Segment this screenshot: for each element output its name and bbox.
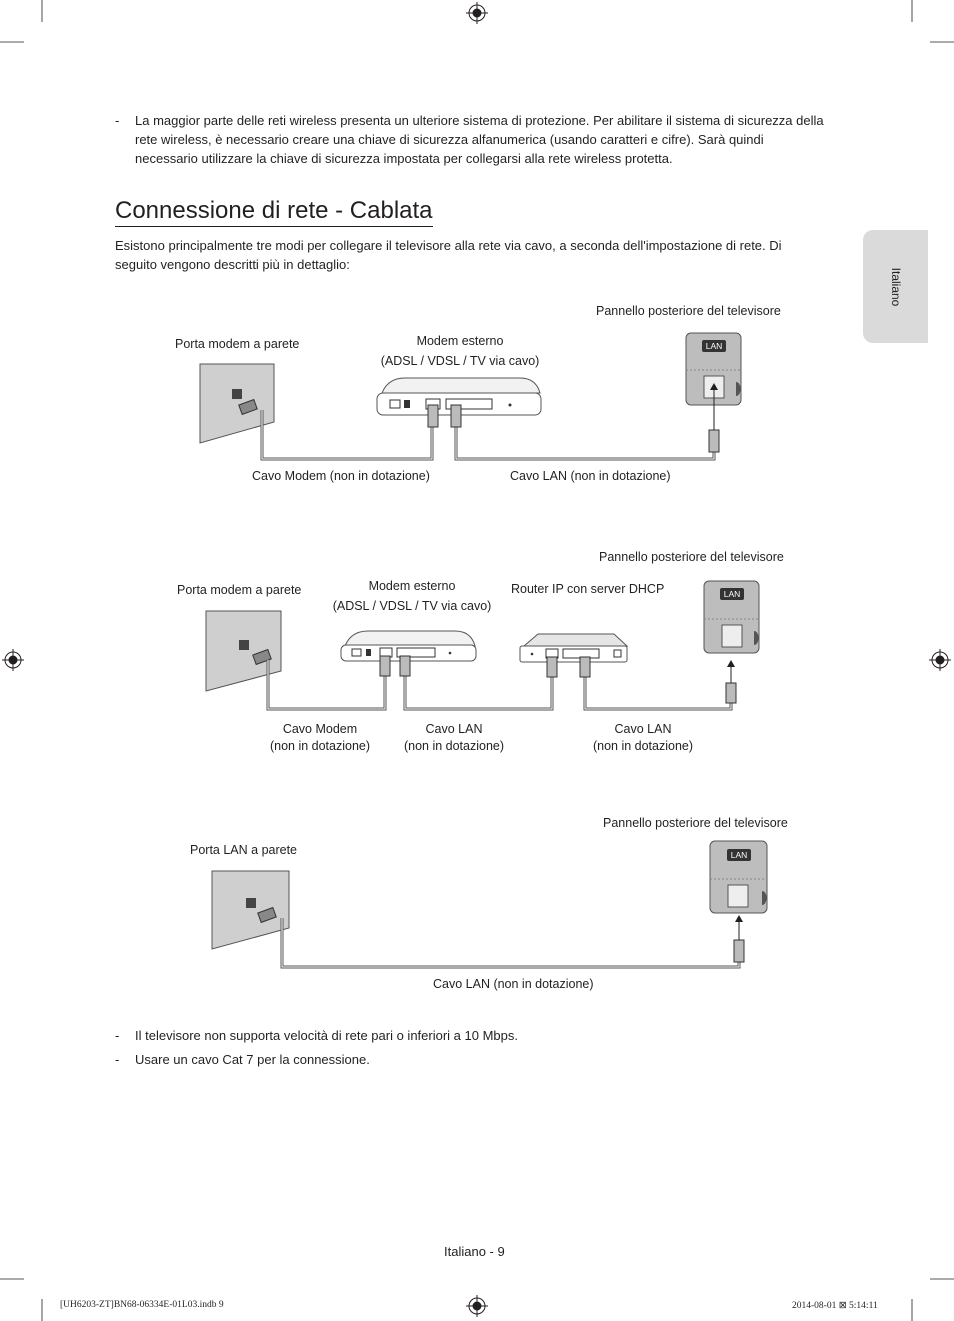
diagram-3 <box>212 841 767 967</box>
modem-cable-label-line2: (non in dotazione) <box>269 739 371 753</box>
modem-label-line1: Modem esterno <box>416 334 504 348</box>
modem-cable-label-line1: Cavo Modem <box>282 722 358 736</box>
modem-label-line1: Modem esterno <box>368 579 456 593</box>
lan-badge: LAN <box>727 849 751 861</box>
note-text: Usare un cavo Cat 7 per la connessione. <box>135 1052 370 1067</box>
bullet-dash: - <box>115 1052 120 1067</box>
wall-port-label: Porta modem a parete <box>177 583 302 597</box>
lan-badge: LAN <box>702 340 726 352</box>
registration-target-icon <box>466 1295 488 1317</box>
language-side-tab <box>863 230 928 343</box>
wall-port-icon <box>212 871 289 949</box>
tv-panel-label: Pannello posteriore del televisore <box>596 304 781 318</box>
tv-panel-label: Pannello posteriore del televisore <box>599 550 784 564</box>
lan-cable-label-line1: Cavo LAN <box>425 722 483 736</box>
lan-cable-label-line1: Cavo LAN <box>614 722 672 736</box>
registration-target-icon <box>929 649 951 671</box>
modem-label-line2: (ADSL / VDSL / TV via cavo) <box>332 599 492 613</box>
page-number: Italiano - 9 <box>444 1244 505 1259</box>
modem-label <box>332 578 492 615</box>
lan-cable-label-line2: (non in dotazione) <box>403 739 505 753</box>
lan-cable-label-line2: (non in dotazione) <box>592 739 694 753</box>
lan-cable-label: Cavo LAN (non in dotazione) <box>433 977 594 991</box>
router-icon <box>520 634 627 662</box>
wall-port-label: Porta LAN a parete <box>190 843 298 857</box>
lan-badge: LAN <box>720 588 744 600</box>
bullet-text: La maggior parte delle reti wireless presenta un ulteriore sistema di protezione. Per abilitare il sistema di sicurezza della rete wireless, è necessario creare una chiave di sicurezza alfanumerica (usando caratteri e cifre). Sarà quindi necessario utilizzare la chiave di sicurezza impostata per collegarsi alla rete wireless protetta. <box>135 113 824 166</box>
wall-port-label: Porta modem a parete <box>175 337 300 351</box>
wall-port-icon <box>206 611 281 691</box>
modem-label-line2: (ADSL / VDSL / TV via cavo) <box>380 354 540 368</box>
lan-cable-label: Cavo LAN (non in dotazione) <box>510 469 671 483</box>
bullet-dash: - <box>115 1028 120 1043</box>
tv-panel-label: Pannello posteriore del televisore <box>603 816 788 830</box>
modem-cable-label: Cavo Modem (non in dotazione) <box>252 469 430 483</box>
router-label: Router IP con server DHCP <box>511 582 665 596</box>
modem-label <box>380 333 540 370</box>
lan-cable-label <box>402 721 506 755</box>
print-meta-right: 2014-08-01 ⊠ 5:14:11 <box>792 1301 878 1311</box>
intro-bullet <box>115 111 824 169</box>
registration-target-icon <box>2 649 24 671</box>
print-meta-left: [UH6203-ZT]BN68-06334E-01L03.indb 9 <box>60 1300 224 1310</box>
note-bullet <box>115 1026 815 1045</box>
side-tab-label: Italiano <box>888 267 903 306</box>
section-title: Connessione di rete - Cablata <box>115 196 433 227</box>
lan-cable-label <box>591 721 695 755</box>
registration-target-icon <box>466 2 488 24</box>
note-text: Il televisore non supporta velocità di rete pari o inferiori a 10 Mbps. <box>135 1028 518 1043</box>
modem-cable-label <box>268 721 372 755</box>
note-bullet <box>115 1050 815 1069</box>
bullet-dash: - <box>115 113 120 128</box>
cables <box>262 410 714 459</box>
section-intro: Esistono principalmente tre modi per collegare il televisore alla rete via cavo, a seconda dell'impostazione di rete. Di seguito vengono descritti più in dettaglio: <box>115 238 782 272</box>
